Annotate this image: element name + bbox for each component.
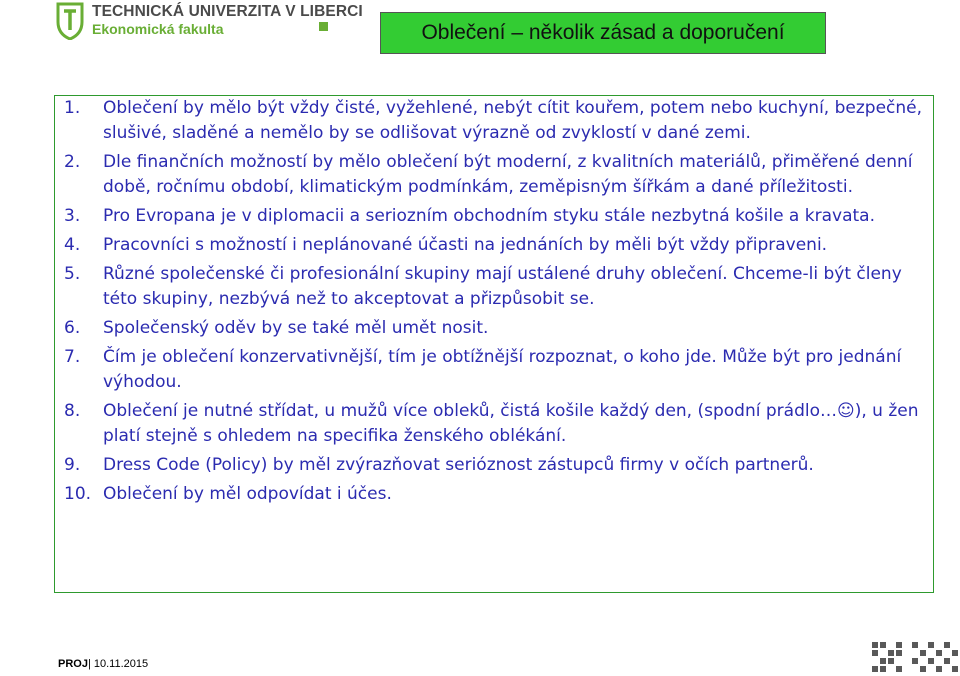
item-number: 3. (64, 206, 81, 226)
item-text: Oblečení by mělo být vždy čisté, vyžehlené, nebýt cítit kouřem, potem nebo kuchyní, bezpečné, slušivé, sladěné a nemělo by se odlišovat výrazně od zvyklostí v dané zemi. (103, 98, 923, 143)
slide-title (380, 12, 826, 54)
item-number: 8. (64, 401, 81, 421)
logo-university-name: TECHNICKÁ UNIVERZITA V LIBERCI (92, 3, 363, 20)
footer-course-code: PROJ (58, 658, 88, 670)
list-item (64, 96, 934, 146)
footer-date: 10.11.2015 (90, 658, 149, 670)
logo-faculty-name: Ekonomická fakulta (92, 21, 224, 37)
list-item (64, 399, 934, 449)
item-number: 9. (64, 455, 81, 475)
list-item (64, 453, 934, 478)
list-item (64, 316, 934, 341)
logo-square-icon (319, 22, 328, 31)
tul-logo-icon (52, 2, 88, 40)
list-item (64, 262, 934, 312)
item-text: Oblečení je nutné střídat, u mužů více obleků, čistá košile každý den, (spodní prádlo…☺), u žen platí stejně s ohledem na specifika ženského oblékání. (103, 401, 919, 446)
university-logo (52, 2, 363, 42)
item-text: Různé společenské či profesionální skupiny mají ustálené druhy oblečení. Chceme-li být členy této skupiny, nezbývá než to akceptovat a přizpůsobit se. (103, 264, 902, 309)
item-text: Pro Evropana je v diplomacii a seriozním obchodním styku stále nezbytná košile a kravata. (103, 206, 875, 226)
slide-footer (58, 658, 148, 670)
slide-title-text: Oblečení – několik zásad a doporučení (421, 21, 785, 44)
item-number: 4. (64, 235, 81, 255)
recommendation-list (64, 96, 934, 511)
item-number: 10. (64, 484, 92, 504)
item-number: 6. (64, 318, 81, 338)
list-item (64, 345, 934, 395)
item-text: Oblečení by měl odpovídat i účes. (103, 484, 392, 504)
item-text: Dle finančních možností by mělo oblečení být moderní, z kvalitních materiálů, přiměřené denní době, ročnímu období, klimatickým podmínkám, zeměpisným šířkám a dané příležitosti. (103, 152, 913, 197)
item-number: 7. (64, 347, 81, 367)
item-text: Čím je oblečení konzervativnější, tím je obtížnější rozpoznat, o koho jde. Může být pro jednání výhodou. (103, 347, 902, 392)
list-item (64, 204, 934, 229)
item-text: Pracovníci s možností i neplánované účasti na jednáních by měli být vždy připraveni. (103, 235, 828, 255)
footer-separator: | (87, 658, 91, 670)
item-number: 5. (64, 264, 81, 284)
item-number: 2. (64, 152, 81, 172)
list-item (64, 482, 934, 507)
item-text: Dress Code (Policy) by měl zvýrazňovat serióznost zástupců firmy v očích partnerů. (103, 455, 814, 475)
list-item (64, 233, 934, 258)
item-number: 1. (64, 98, 81, 118)
list-item (64, 150, 934, 200)
corner-pattern-icon (872, 640, 958, 674)
item-text: Společenský oděv by se také měl umět nosit. (103, 318, 489, 338)
